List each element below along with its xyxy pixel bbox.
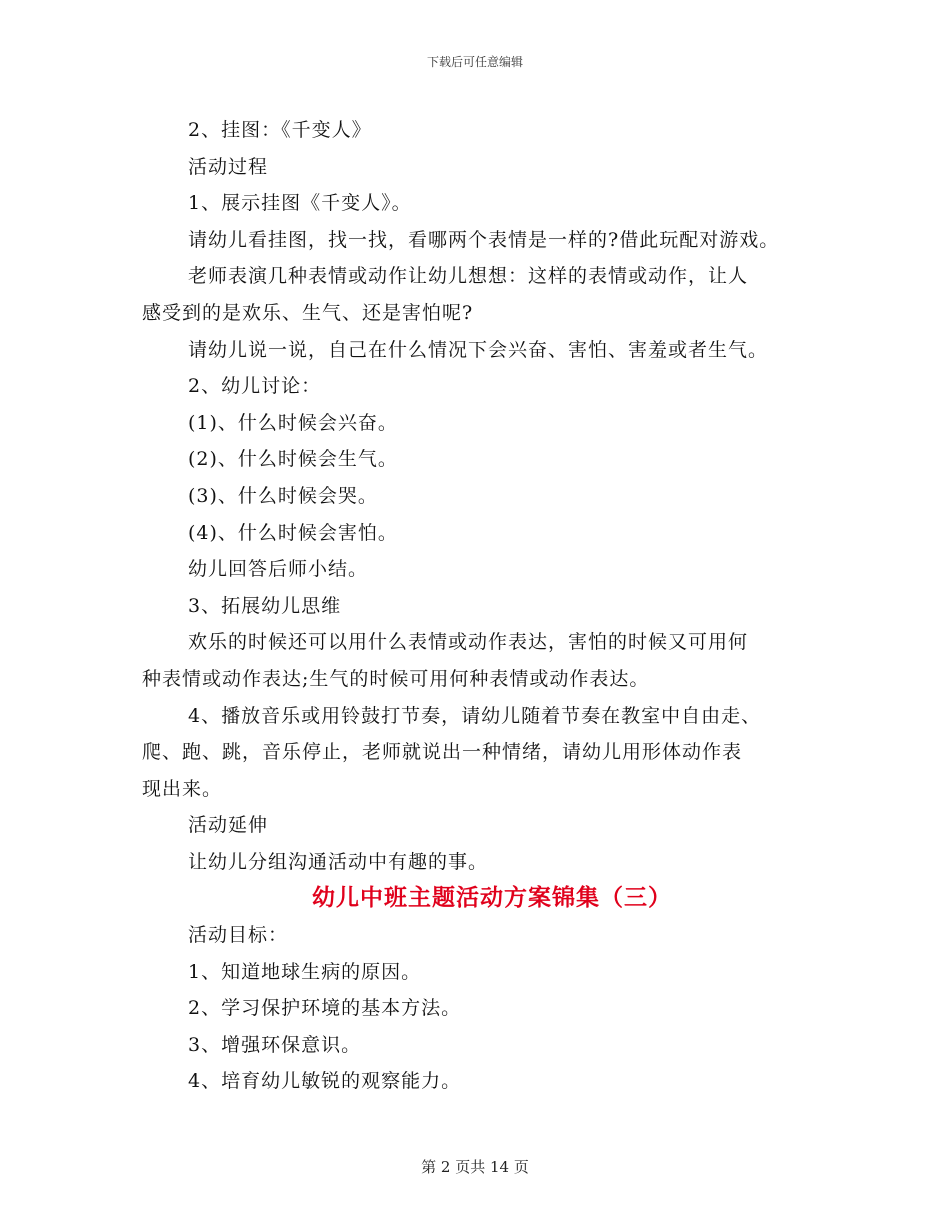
section-label: 活动延伸	[188, 814, 269, 837]
paragraph-line: 3、拓展幼儿思维	[188, 594, 342, 617]
paragraph-line: 欢乐的时候还可以用什么表情或动作表达，害怕的时候又可用何	[188, 631, 749, 654]
paragraph-line: 2、挂图：《千变人》	[188, 119, 372, 141]
list-item: 1、知道地球生病的原因。	[188, 960, 422, 983]
paragraph-line: 种表情或动作表达;生气的时候可用何种表情或动作表达。	[142, 667, 650, 690]
list-item: (4)、什么时候会害怕。	[188, 521, 398, 544]
paragraph-line: 1、展示挂图《千变人》。	[188, 192, 412, 215]
section-title: 幼儿中班主题活动方案锦集（三）	[312, 885, 672, 912]
list-item: (2)、什么时候会生气。	[188, 448, 398, 471]
document-body	[142, 112, 822, 1100]
paragraph-line: 4、播放音乐或用铃鼓打节奏，请幼儿随着节奏在教室中自由走、	[188, 704, 762, 727]
section-label: 活动目标：	[188, 924, 289, 947]
page-number-footer: 第 2 页共 14 页	[421, 1158, 529, 1176]
list-item: (1)、什么时候会兴奋。	[188, 411, 398, 434]
list-item: 3、增强环保意识。	[188, 1033, 362, 1056]
paragraph-line: 老师表演几种表情或动作让幼儿想想：这样的表情或动作，让人	[188, 265, 749, 288]
paragraph-line: 现出来。	[142, 777, 223, 800]
paragraph-line: 让幼儿分组沟通活动中有趣的事。	[188, 850, 489, 873]
list-item: 2、学习保护环境的基本方法。	[188, 997, 462, 1020]
paragraph-line: 2、幼儿讨论：	[188, 375, 322, 398]
list-item: (3)、什么时候会哭。	[188, 484, 378, 507]
paragraph-line: 请幼儿说一说，自己在什么情况下会兴奋、害怕、害羞或者生气。	[188, 338, 769, 361]
paragraph-line: 请幼儿看挂图，找一找，看哪两个表情是一样的?借此玩配对游戏。	[188, 228, 780, 251]
section-label: 活动过程	[188, 155, 269, 178]
list-item: 4、培育幼儿敏锐的观察能力。	[188, 1070, 462, 1093]
page-header: 下载后可任意编辑	[426, 55, 523, 69]
paragraph-line: 幼儿回答后师小结。	[188, 558, 369, 581]
paragraph-line: 爬、跑、跳，音乐停止，老师就说出一种情绪，请幼儿用形体动作表	[142, 741, 743, 764]
paragraph-line: 感受到的是欢乐、生气、还是害怕呢?	[142, 301, 474, 324]
